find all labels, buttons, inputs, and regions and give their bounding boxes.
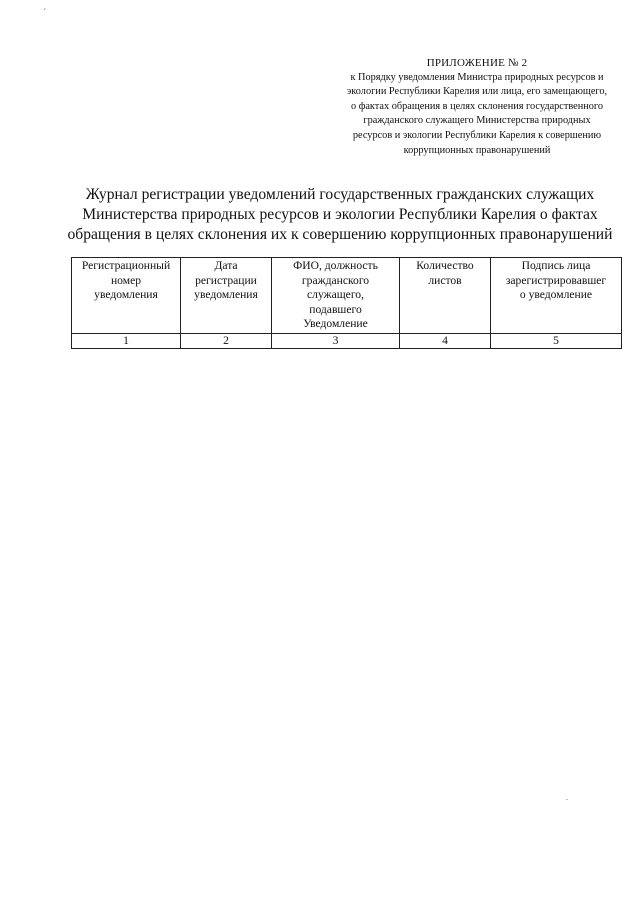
appendix-line: коррупционных правонарушений	[403, 144, 551, 156]
table-header-row	[72, 258, 622, 334]
header-line: гражданского	[301, 273, 370, 287]
table-number-row	[72, 333, 622, 348]
header-employee-name	[272, 258, 400, 334]
column-number: 3	[272, 333, 400, 348]
appendix-block	[326, 56, 628, 158]
title-line: Журнал регистрации уведомлений государственных гражданских служащих	[85, 186, 595, 203]
header-line: уведомления	[194, 288, 258, 302]
header-line: Регистрационный	[81, 259, 171, 272]
journal-title	[55, 185, 625, 245]
scan-mark: -	[566, 797, 568, 803]
appendix-line: о фактах обращения в целях склонения государственного	[350, 100, 604, 112]
journal-table	[71, 257, 622, 349]
appendix-line: экологии Республики Карелия или лица, его замещающего,	[346, 86, 608, 98]
header-line: служащего,	[307, 288, 364, 302]
column-number: 5	[491, 333, 622, 348]
header-line: ФИО, должность	[293, 259, 378, 272]
appendix-title: ПРИЛОЖЕНИЕ № 2	[426, 57, 528, 69]
title-line: Министерства природных ресурсов и экологии Республики Карелия о фактах	[82, 206, 598, 223]
header-line: номер	[110, 273, 142, 287]
header-sheet-count	[400, 258, 491, 334]
header-registration-date	[181, 258, 272, 334]
title-line: обращения в целях склонения их к совершению коррупционных правонарушений	[67, 226, 613, 243]
header-line: листов	[428, 273, 462, 287]
column-number: 4	[400, 333, 491, 348]
header-line: зарегистрировавшег	[505, 273, 607, 287]
appendix-line: к Порядку уведомления Министра природных ресурсов и	[350, 71, 604, 83]
column-number: 1	[72, 333, 181, 348]
header-registration-number	[72, 258, 181, 334]
header-line: о уведомление	[519, 288, 593, 302]
header-line: уведомления	[94, 288, 158, 302]
header-line: регистрации	[195, 273, 257, 287]
appendix-line: гражданского служащего Министерства природных	[363, 115, 591, 127]
header-line: Уведомление	[303, 317, 368, 331]
header-line: Подпись лица	[521, 259, 591, 272]
appendix-line: ресурсов и экологии Республики Карелия к совершению	[352, 129, 602, 141]
header-line: Дата	[214, 259, 238, 272]
header-line: Количество	[416, 259, 474, 272]
header-signature	[491, 258, 622, 334]
column-number: 2	[181, 333, 272, 348]
header-line: подавшего	[309, 302, 362, 316]
scan-mark: ˊ	[43, 8, 47, 19]
